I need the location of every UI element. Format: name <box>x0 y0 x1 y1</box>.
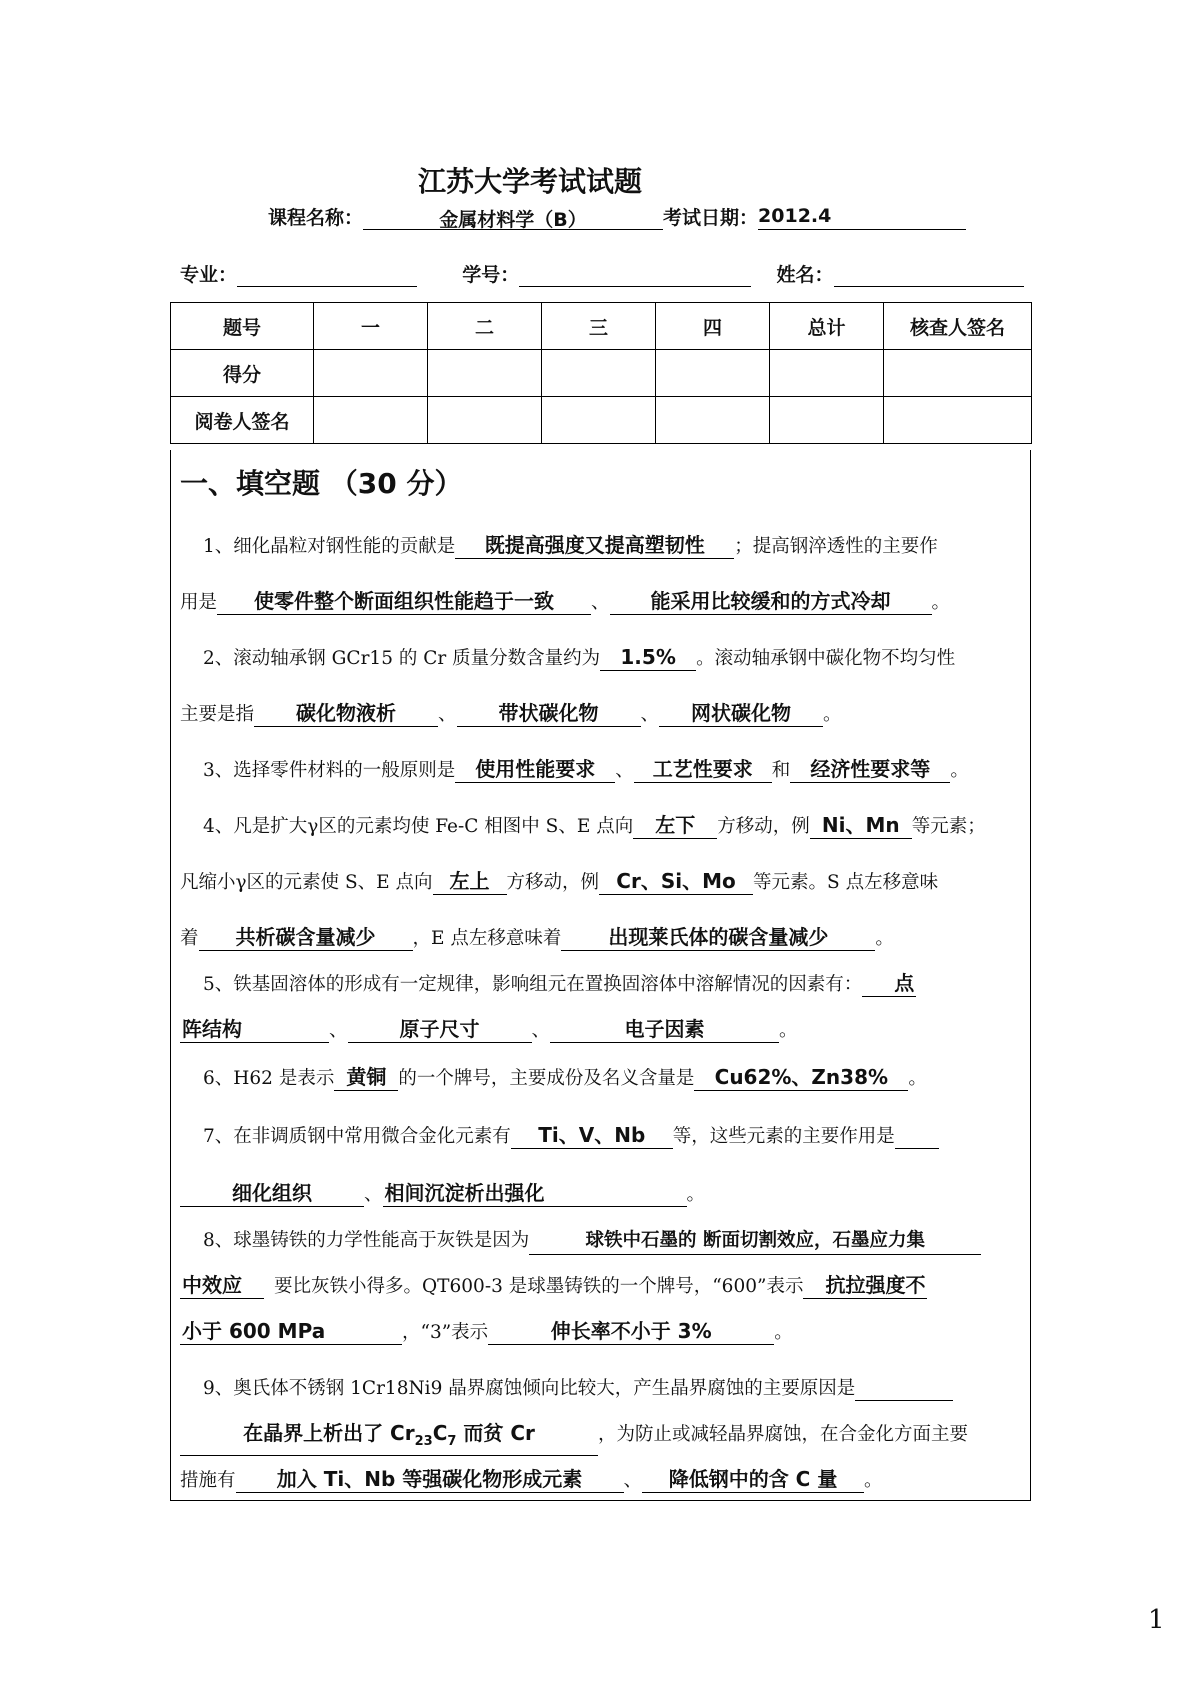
section-title: 一、填空题 （30 分） <box>180 467 463 500</box>
q8-answer3: 伸长率不小于 3% <box>488 1318 774 1345</box>
q9-answer3: 降低钢中的含 C 量 <box>642 1466 864 1493</box>
score-table <box>170 302 1032 444</box>
header-cell: 三 <box>542 303 656 350</box>
q5-answer3: 电子因素 <box>550 1016 779 1043</box>
q8-text: 8、球墨铸铁的力学性能高于灰铁是因为 <box>203 1230 530 1251</box>
q9-line1 <box>180 1374 1043 1404</box>
q5-answer1: 点 <box>862 970 916 997</box>
q6-line1 <box>180 1064 1043 1094</box>
q3-text: 3、选择零件材料的一般原则是 <box>203 760 456 781</box>
q4-line2 <box>180 868 1020 898</box>
q9-answer1-part: C <box>432 1421 448 1445</box>
course-row <box>268 203 966 230</box>
signature-cell[interactable] <box>656 397 770 444</box>
q7-answer3: 相间沉淀析出强化 <box>383 1180 687 1207</box>
q2-text: 、 <box>438 704 457 725</box>
q4-text: 方移动，例 <box>717 816 810 837</box>
q7-answer2: 细化组织 <box>180 1180 364 1207</box>
q9-text: 9、奥氏体不锈钢 1Cr18Ni9 晶界腐蚀倾向比较大，产生晶界腐蚀的主要原因是 <box>203 1378 856 1399</box>
header-cell: 一 <box>314 303 428 350</box>
q9-answer1-sub: 23 <box>414 1434 433 1449</box>
q9-line3 <box>180 1466 1020 1496</box>
q2-text: 。滚动轴承钢中碳化物不均匀性 <box>696 648 956 669</box>
q1-line1 <box>180 532 1043 562</box>
signature-cell[interactable] <box>314 397 428 444</box>
name-field[interactable] <box>834 262 1024 287</box>
q3-text: 和 <box>771 760 791 781</box>
signature-cell[interactable] <box>770 397 884 444</box>
q1-answer1: 既提高强度又提高塑韧性 <box>455 532 734 559</box>
q4-answer5: 共析碳含量减少 <box>199 924 413 951</box>
q2-answer3: 带状碳化物 <box>457 700 641 727</box>
course-value: 金属材料学（B） <box>363 205 663 230</box>
q5-answer2: 原子尺寸 <box>348 1016 532 1043</box>
q4-answer6: 出现莱氏体的碳含量减少 <box>561 924 875 951</box>
q2-answer2: 碳化物液析 <box>254 700 438 727</box>
q4-text: 方移动，例 <box>506 872 600 893</box>
header-cell: 题号 <box>171 303 314 350</box>
name-label: 姓名： <box>776 264 834 286</box>
q7-answer1: Ti、V、Nb <box>511 1122 673 1149</box>
q1-answer3: 能采用比较缓和的方式冷却 <box>610 588 932 615</box>
score-cell[interactable] <box>428 350 542 397</box>
row-label: 得分 <box>171 350 314 397</box>
signature-cell[interactable] <box>542 397 656 444</box>
q8-answer2-cont: 小于 600 MPa <box>180 1318 402 1345</box>
q6-text: 6、H62 是表示 <box>203 1068 335 1089</box>
q4-text: 等元素； <box>911 816 986 837</box>
q7-text: 7、在非调质钢中常用微合金化元素有 <box>203 1126 511 1147</box>
q2-text: 、 <box>640 704 660 725</box>
q6-answer2: Cu62%、Zn38% <box>694 1064 908 1091</box>
course-label: 课程名称： <box>268 207 364 229</box>
q2-answer1: 1.5% <box>600 644 696 671</box>
q8-line2 <box>180 1272 1020 1302</box>
q8-answer2: 抗拉强度不 <box>803 1272 927 1299</box>
q2-line2 <box>180 700 1020 730</box>
score-cell[interactable] <box>314 350 428 397</box>
q9-answer1-part: 在晶界上析出了 Cr <box>243 1421 415 1445</box>
q3-answer2: 工艺性要求 <box>634 756 772 783</box>
q5-line2 <box>180 1016 1020 1046</box>
date-value: 2012.4 <box>758 205 966 230</box>
q4-text: ，E 点左移意味着 <box>412 928 562 949</box>
q7-text: 。 <box>686 1184 706 1205</box>
score-cell[interactable] <box>542 350 656 397</box>
q9-line2 <box>180 1420 1020 1456</box>
q7-text: 等，这些元素的主要作用是 <box>672 1126 895 1147</box>
header-cell: 四 <box>656 303 770 350</box>
q4-answer3: 左上 <box>433 868 507 895</box>
q4-text: 凡缩小γ区的元素使 S、E 点向 <box>180 872 433 893</box>
score-cell[interactable] <box>656 350 770 397</box>
student-id-label: 学号： <box>462 264 520 286</box>
q5-answer1-cont: 阵结构 <box>180 1016 329 1043</box>
q3-line1 <box>180 756 1043 786</box>
q9-text: ，为防止或减轻晶界腐蚀，在合金化方面主要 <box>598 1424 969 1445</box>
q7-text: 、 <box>364 1184 383 1205</box>
q7-blank-start <box>895 1122 939 1149</box>
q5-text: 5、铁基固溶体的形成有一定规律，影响组元在置换固溶体中溶解情况的因素有： <box>203 974 863 995</box>
q4-answer2: Ni、Mn <box>810 812 912 839</box>
q9-blank-start <box>855 1374 953 1401</box>
q6-text: 。 <box>908 1068 927 1089</box>
q7-line2 <box>180 1180 1020 1210</box>
q8-text: ，“3”表示 <box>402 1322 489 1343</box>
q6-answer1: 黄铜 <box>334 1064 398 1091</box>
q2-text: 主要是指 <box>180 704 255 725</box>
major-field[interactable] <box>237 262 417 287</box>
q9-answer1-part: 而贫 Cr <box>456 1421 535 1445</box>
q1-line2 <box>180 588 1020 618</box>
q2-text: 。 <box>823 704 842 725</box>
q4-line1 <box>180 812 1043 842</box>
q5-text: 、 <box>329 1020 348 1041</box>
q4-answer1: 左下 <box>633 812 717 839</box>
q4-text: 等元素。S 点左移意味 <box>753 872 939 893</box>
header-cell: 二 <box>428 303 542 350</box>
score-cell[interactable] <box>770 350 884 397</box>
q3-answer1: 使用性能要求 <box>455 756 615 783</box>
q3-text: 、 <box>615 760 634 781</box>
q4-text: 4、凡是扩大γ区的元素均使 Fe-C 相图中 S、E 点向 <box>203 816 634 837</box>
student-row <box>180 260 1024 287</box>
student-id-field[interactable] <box>519 262 751 287</box>
score-cell[interactable] <box>884 350 1032 397</box>
q8-answer1-cont: 中效应 <box>180 1272 264 1299</box>
q4-text: 着 <box>180 928 199 949</box>
q1-text: 、 <box>591 592 610 613</box>
q1-text: ；提高钢淬透性的主要作 <box>734 536 938 557</box>
q4-answer4: Cr、Si、Mo <box>599 868 753 895</box>
q1-answer2: 使零件整个断面组织性能趋于一致 <box>217 588 591 615</box>
q9-answer2: 加入 Ti、Nb 等强碳化物形成元素 <box>236 1466 624 1493</box>
q2-line1 <box>180 644 1043 674</box>
q9-text: 。 <box>864 1470 883 1491</box>
q3-answer3: 经济性要求等 <box>790 756 950 783</box>
header-cell: 核查人签名 <box>884 303 1032 350</box>
q1-text: 用是 <box>180 592 218 613</box>
q9-answer1-sub: 7 <box>447 1434 457 1449</box>
major-label: 专业： <box>180 264 238 286</box>
q8-line1 <box>180 1226 1043 1256</box>
grader-row <box>171 397 1032 444</box>
q1-text: 1、细化晶粒对钢性能的贡献是 <box>203 536 456 557</box>
q8-line3 <box>180 1318 1020 1348</box>
q3-text: 。 <box>950 760 969 781</box>
date-label: 考试日期： <box>663 207 759 229</box>
q5-line1 <box>180 970 1043 1000</box>
q9-answer1 <box>180 1420 598 1456</box>
q6-text: 的一个牌号，主要成份及名义含量是 <box>398 1068 695 1089</box>
signature-cell[interactable] <box>428 397 542 444</box>
q5-text: 。 <box>779 1020 798 1041</box>
q7-line1 <box>180 1122 1043 1152</box>
q1-text: 。 <box>931 592 951 613</box>
exam-title: 江苏大学考试试题 <box>417 165 642 198</box>
q4-line3 <box>180 924 1020 954</box>
header-cell: 总计 <box>770 303 884 350</box>
score-row <box>171 350 1032 397</box>
q9-text: 措施有 <box>180 1470 236 1491</box>
q8-text: 要比灰铁小得多。QT600-3 是球墨铸铁的一个牌号，“600”表示 <box>274 1276 804 1297</box>
q8-text: 。 <box>774 1322 793 1343</box>
q5-text: 、 <box>531 1020 551 1041</box>
q4-text: 。 <box>875 928 894 949</box>
q2-text: 2、滚动轴承钢 GCr15 的 Cr 质量分数含量约为 <box>203 648 601 669</box>
page-number: 1 <box>1148 1605 1165 1635</box>
q9-text: 、 <box>623 1470 643 1491</box>
q8-answer1: 球铁中石墨的 断面切割效应，石墨应力集 <box>529 1228 981 1255</box>
row-label: 阅卷人签名 <box>171 397 314 444</box>
table-header-row <box>171 303 1032 350</box>
q2-answer4: 网状碳化物 <box>659 700 823 727</box>
signature-cell[interactable] <box>884 397 1032 444</box>
